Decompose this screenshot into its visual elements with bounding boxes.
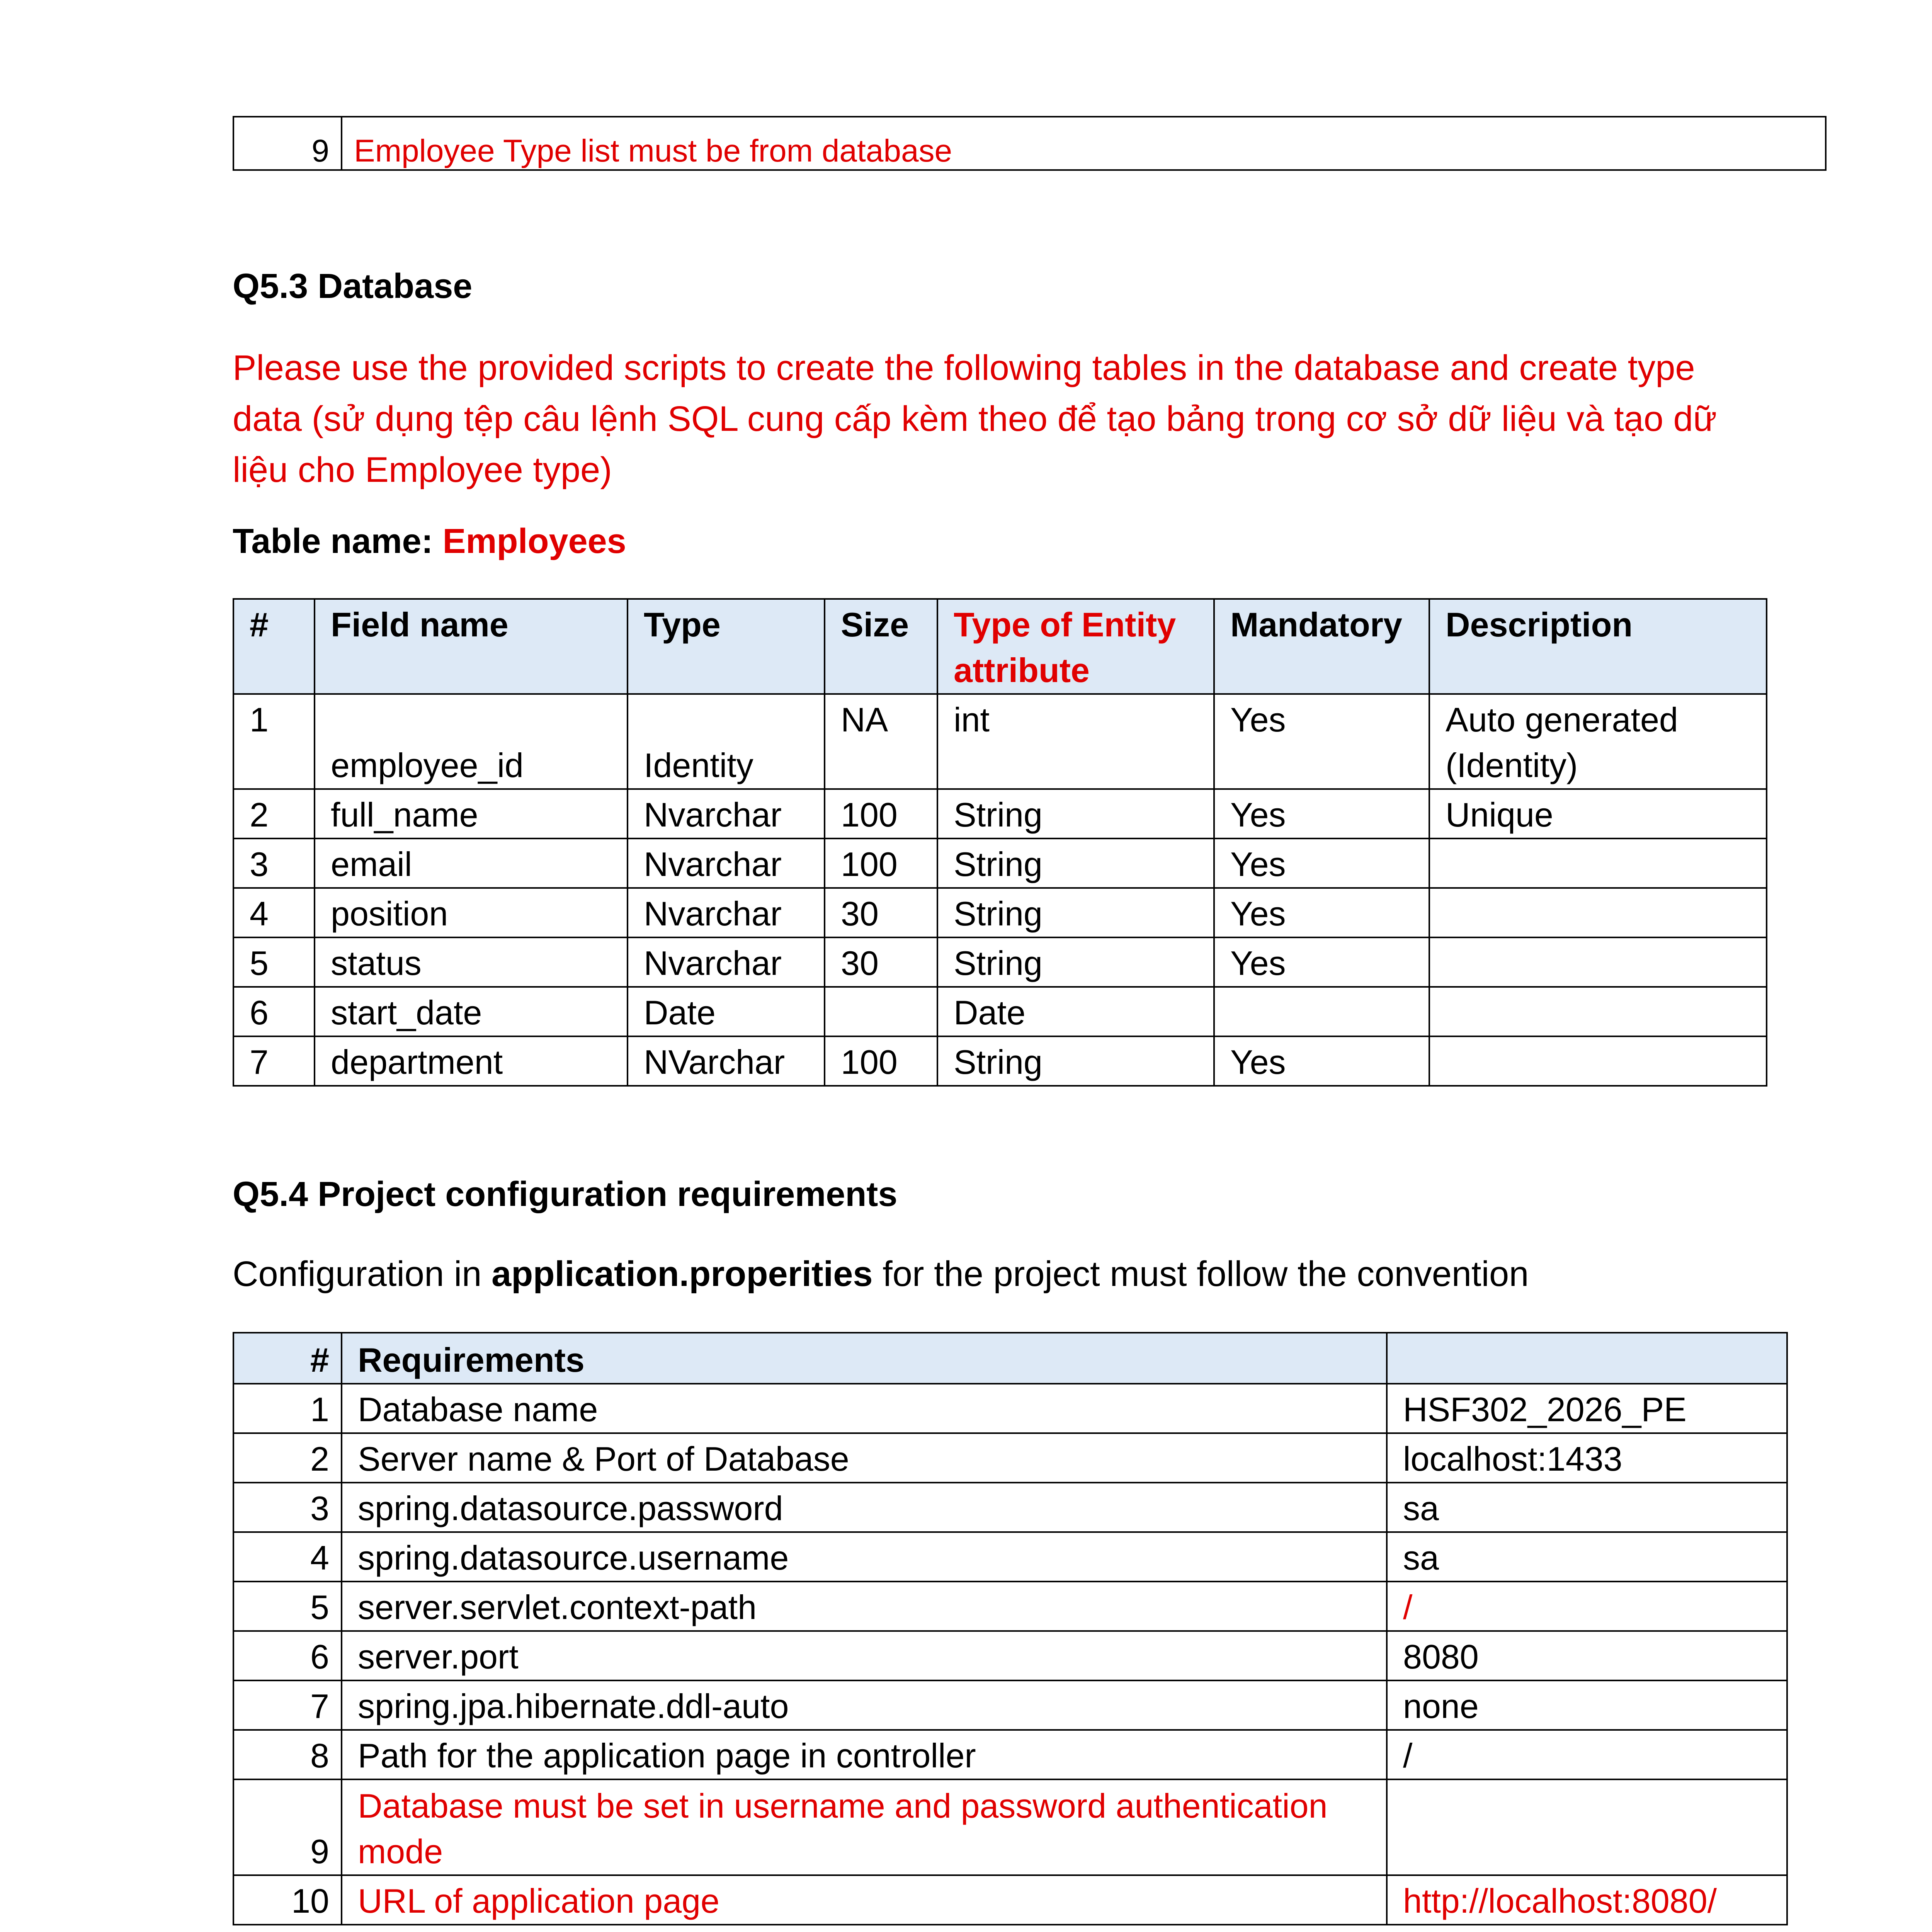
cell-size: 100 [825,838,937,888]
q54-intro [233,1254,1529,1294]
cell-entity-type: Date [937,987,1214,1036]
cell-requirement: Database must be set in username and password authentication mode [342,1779,1387,1875]
cell-value: http://localhost:8080/ [1387,1875,1787,1925]
cell-description: Auto generated (Identity) [1429,694,1767,789]
table-row [233,987,1767,1036]
cell-number: 1 [233,1384,342,1433]
cell-size: NA [825,694,937,789]
cell-value: none [1387,1680,1787,1730]
cell-value: / [1387,1582,1787,1631]
cell-number: 10 [233,1875,342,1925]
table-header-row [233,1333,1787,1384]
table-row [233,1582,1787,1631]
cell-mandatory: Yes [1214,694,1429,789]
cell-number: 2 [233,789,315,838]
configuration-requirements-table [233,1332,1788,1925]
cell-requirement: spring.datasource.password [342,1483,1387,1532]
cell-requirement: URL of application page [342,1875,1387,1925]
cell-entity-type: String [937,1036,1214,1086]
instruction-line: liệu cho Employee type) [233,450,612,490]
cell-mandatory: Yes [1214,838,1429,888]
q53-heading: Q5.3 Database [233,267,473,306]
table-row [233,1680,1787,1730]
cell-number: 6 [233,987,315,1036]
instruction-line: data (sử dụng tệp câu lệnh SQL cung cấp kèm theo để tạo bảng trong cơ sở dữ liệu và tạo dữ [233,399,1717,439]
cell-description [1429,937,1767,987]
intro-text: Configuration in [233,1254,492,1294]
cell-requirement: spring.datasource.username [342,1532,1387,1582]
cell-mandatory: Yes [1214,937,1429,987]
table-row [233,937,1767,987]
cell-field-name: employee_id [315,694,628,789]
cell-value: sa [1387,1483,1787,1532]
column-header: Field name [315,599,628,694]
cell-type: Nvarchar [628,937,825,987]
cell-entity-type: String [937,888,1214,937]
table-row [233,1532,1787,1582]
cell-value: HSF302_2026_PE [1387,1384,1787,1433]
cell-value: / [1387,1730,1787,1779]
column-header: # [233,1333,342,1384]
cell-number: 5 [233,937,315,987]
cell-field-name: position [315,888,628,937]
cell-field-name: email [315,838,628,888]
cell-number: 7 [233,1680,342,1730]
config-file-name: application.properities [491,1254,873,1294]
cell-description [1429,838,1767,888]
cell-number: 2 [233,1433,342,1483]
cell-type: Identity [628,694,825,789]
cell-value [1387,1779,1787,1875]
cell-number: 4 [233,888,315,937]
cell-mandatory: Yes [1214,1036,1429,1086]
cell-entity-type: int [937,694,1214,789]
table-name-value: Employees [442,522,626,561]
cell-field-name: department [315,1036,628,1086]
cell-field-name: full_name [315,789,628,838]
cell-description [1429,888,1767,937]
column-header: Requirements [342,1333,1387,1384]
table-row [233,1631,1787,1680]
cell-type: Date [628,987,825,1036]
cell-requirement: server.servlet.context-path [342,1582,1387,1631]
table-row [233,117,1826,170]
table-row [233,1730,1787,1779]
cell-number: 8 [233,1730,342,1779]
column-header: # [233,599,315,694]
cell-value: localhost:1433 [1387,1433,1787,1483]
cell-entity-type: String [937,937,1214,987]
cell-requirement: Path for the application page in controller [342,1730,1387,1779]
cell-description [1429,1036,1767,1086]
cell-size: 100 [825,1036,937,1086]
cell-requirement: spring.jpa.hibernate.ddl-auto [342,1680,1387,1730]
table-row [233,1036,1767,1086]
cell-number: 7 [233,1036,315,1086]
cell-number: 9 [233,1779,342,1875]
column-header: Mandatory [1214,599,1429,694]
table-row [233,888,1767,937]
table-row [233,838,1767,888]
table-row [233,1483,1787,1532]
cell-mandatory [1214,987,1429,1036]
cell-type: NVarchar [628,1036,825,1086]
cell-mandatory: Yes [1214,789,1429,838]
cell-requirement: Database name [342,1384,1387,1433]
cell-number: 1 [233,694,315,789]
table-row [233,1433,1787,1483]
row-number: 9 [233,117,342,170]
cell-mandatory: Yes [1214,888,1429,937]
table-row [233,1875,1787,1925]
cell-size: 30 [825,888,937,937]
q53-instruction [233,342,1894,495]
cell-description [1429,987,1767,1036]
column-header: Type [628,599,825,694]
table-row [233,694,1767,789]
cell-requirement: server.port [342,1631,1387,1680]
cell-requirement: Server name & Port of Database [342,1433,1387,1483]
q54-heading: Q5.4 Project configuration requirements [233,1175,898,1214]
cell-entity-type: String [937,789,1214,838]
cell-field-name: start_date [315,987,628,1036]
prior-requirements-table-fragment [233,116,1827,171]
cell-field-name: status [315,937,628,987]
table-row [233,1779,1787,1875]
column-header: Type of Entity attribute [937,599,1214,694]
cell-size: 30 [825,937,937,987]
cell-size [825,987,937,1036]
cell-type: Nvarchar [628,888,825,937]
cell-number: 3 [233,1483,342,1532]
cell-size: 100 [825,789,937,838]
table-row [233,789,1767,838]
cell-number: 4 [233,1532,342,1582]
cell-entity-type: String [937,838,1214,888]
cell-number: 5 [233,1582,342,1631]
cell-value: 8080 [1387,1631,1787,1680]
table-name-label: Table name [233,522,422,561]
table-header-row [233,599,1767,694]
requirement-text: Employee Type list must be from database [342,117,1826,170]
column-header [1387,1333,1787,1384]
column-header: Description [1429,599,1767,694]
cell-value: sa [1387,1532,1787,1582]
cell-type: Nvarchar [628,789,825,838]
instruction-line: Please use the provided scripts to create the following tables in the database and create type [233,348,1695,388]
table-name-line [233,522,626,561]
cell-number: 6 [233,1631,342,1680]
table-name-colon: : [421,522,433,561]
intro-text: for the project must follow the convention [872,1254,1529,1294]
cell-number: 3 [233,838,315,888]
column-header: Size [825,599,937,694]
cell-description: Unique [1429,789,1767,838]
employees-table [233,598,1767,1087]
cell-type: Nvarchar [628,838,825,888]
table-row [233,1384,1787,1433]
